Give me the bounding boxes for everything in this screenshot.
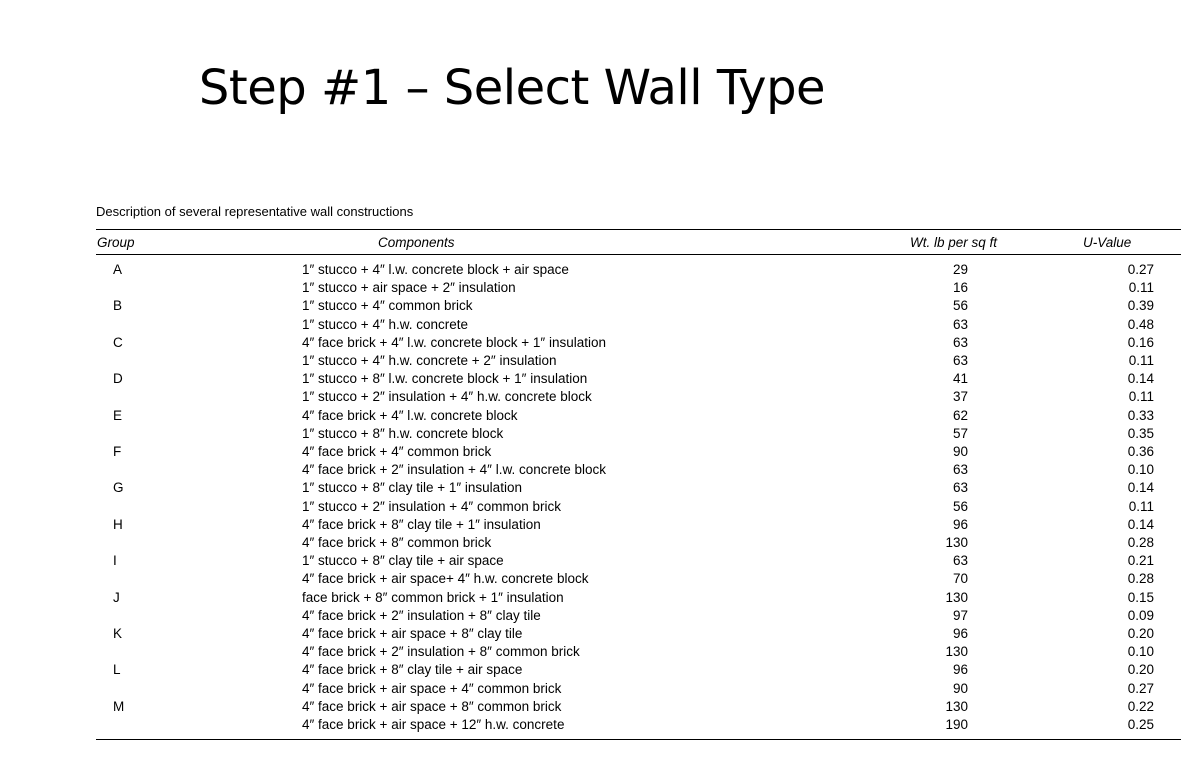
cell-group: D	[113, 371, 123, 387]
cell-weight: 56	[952, 498, 968, 514]
cell-components: face brick + 8″ common brick + 1″ insulation	[302, 589, 564, 605]
cell-components: 1″ stucco + air space + 2″ insulation	[302, 280, 516, 296]
header-weight: Wt. lb per sq ft	[910, 234, 998, 250]
table-row	[96, 479, 1181, 497]
wall-table-container	[96, 203, 1154, 740]
cell-group	[96, 388, 157, 406]
cell-components: 1″ stucco + 2″ insulation + 4″ common brick	[302, 498, 561, 514]
table-row	[96, 279, 1181, 297]
cell-u-value: 0.27	[1127, 262, 1154, 277]
cell-u-value: 0.33	[1127, 407, 1154, 423]
cell-components: 1″ stucco + 4″ h.w. concrete + 2″ insulation	[302, 353, 557, 369]
cell-u-value: 0.28	[1127, 571, 1154, 587]
table-row	[96, 680, 1181, 698]
cell-u-value: 0.39	[1127, 298, 1154, 314]
header-u-value: U-Value	[1083, 234, 1132, 250]
table-row	[96, 370, 1181, 388]
cell-components: 4″ face brick + 8″ common brick	[302, 535, 492, 551]
cell-group: H	[113, 516, 123, 532]
cell-u-value: 0.11	[1128, 280, 1154, 296]
cell-u-value: 0.10	[1127, 462, 1154, 478]
cell-u-value: 0.11	[1128, 353, 1154, 369]
cell-components: 1″ stucco + 4″ common brick	[302, 298, 473, 314]
cell-u-value: 0.27	[1127, 680, 1154, 696]
cell-group	[96, 352, 157, 370]
cell-u-value: 0.20	[1127, 626, 1154, 642]
table-row	[96, 625, 1181, 643]
cell-u-value: 0.48	[1127, 316, 1154, 332]
cell-u-value: 0.09	[1127, 607, 1154, 623]
cell-group: L	[113, 662, 121, 678]
cell-components: 4″ face brick + 8″ clay tile + 1″ insulation	[302, 516, 541, 532]
cell-group: B	[113, 298, 123, 314]
cell-u-value: 0.16	[1127, 334, 1154, 350]
cell-weight: 90	[952, 680, 968, 696]
cell-components: 4″ face brick + air space + 8″ clay tile	[302, 626, 523, 642]
table-row	[96, 461, 1181, 479]
cell-components: 1″ stucco + 8″ clay tile + 1″ insulation	[302, 480, 522, 496]
table-row	[96, 297, 1181, 315]
cell-components: 4″ face brick + 4″ l.w. concrete block	[302, 407, 518, 423]
table-row	[96, 607, 1181, 625]
cell-components: 1″ stucco + 4″ h.w. concrete	[302, 316, 469, 332]
cell-weight: 63	[952, 316, 968, 332]
cell-weight: 90	[952, 444, 968, 460]
table-body	[96, 255, 1181, 740]
cell-u-value: 0.22	[1127, 698, 1154, 714]
cell-group: G	[113, 480, 124, 496]
cell-group	[96, 607, 157, 625]
table-row	[96, 643, 1181, 661]
cell-u-value: 0.10	[1127, 644, 1154, 660]
cell-u-value: 0.14	[1127, 480, 1154, 496]
cell-components: 1″ stucco + 2″ insulation + 4″ h.w. concrete block	[302, 389, 592, 405]
cell-group	[96, 279, 157, 297]
header-group: Group	[97, 234, 135, 250]
cell-group	[96, 534, 157, 552]
cell-group	[96, 643, 157, 661]
cell-u-value: 0.11	[1128, 389, 1154, 405]
cell-group: A	[113, 262, 123, 277]
cell-weight: 96	[952, 662, 968, 678]
cell-group	[96, 680, 157, 698]
cell-u-value: 0.15	[1127, 589, 1154, 605]
cell-weight: 56	[952, 298, 968, 314]
cell-components: 4″ face brick + 4″ l.w. concrete block + 1″ insulation	[302, 334, 606, 350]
table-row	[96, 352, 1181, 370]
slide-title: Step #1 – Select Wall Type	[198, 60, 826, 116]
cell-weight: 130	[945, 535, 968, 551]
cell-u-value: 0.36	[1127, 444, 1154, 460]
table-row	[96, 425, 1181, 443]
cell-group	[96, 570, 157, 588]
header-components: Components	[378, 234, 455, 250]
cell-weight: 63	[952, 553, 968, 569]
cell-group: J	[113, 589, 120, 605]
cell-weight: 29	[952, 262, 968, 277]
cell-weight: 130	[945, 644, 968, 660]
cell-components: 4″ face brick + air space + 8″ common brick	[302, 698, 562, 714]
cell-weight: 70	[952, 571, 968, 587]
cell-weight: 62	[952, 407, 968, 423]
cell-components: 1″ stucco + 8″ l.w. concrete block + 1″ insulation	[302, 371, 588, 387]
header-row	[96, 230, 1181, 255]
cell-weight: 130	[945, 589, 968, 605]
cell-weight: 63	[952, 353, 968, 369]
cell-components: 4″ face brick + 2″ insulation + 8″ clay tile	[302, 607, 541, 623]
cell-weight: 16	[952, 280, 968, 296]
cell-weight: 190	[945, 717, 968, 733]
cell-u-value: 0.14	[1127, 516, 1154, 532]
cell-weight: 96	[952, 516, 968, 532]
cell-u-value: 0.14	[1127, 371, 1154, 387]
cell-weight: 57	[952, 425, 968, 441]
cell-group: F	[113, 444, 122, 460]
cell-u-value: 0.35	[1127, 425, 1154, 441]
cell-components: 4″ face brick + 2″ insulation + 4″ l.w. concrete block	[302, 462, 606, 478]
cell-group: M	[113, 698, 125, 714]
cell-weight: 63	[952, 480, 968, 496]
table-header	[96, 230, 1181, 255]
cell-group: E	[113, 407, 123, 423]
table-row	[96, 570, 1181, 588]
table-row	[96, 316, 1181, 334]
cell-group	[96, 316, 157, 334]
table-caption: Description of several representative wall constructions	[96, 204, 414, 219]
cell-weight: 96	[952, 626, 968, 642]
cell-weight: 97	[952, 607, 968, 623]
table-row	[96, 716, 1181, 740]
cell-weight: 130	[945, 698, 968, 714]
cell-group	[96, 716, 157, 740]
cell-group	[96, 498, 157, 516]
cell-weight: 37	[952, 389, 968, 405]
table-row	[96, 516, 1181, 534]
table-row	[96, 407, 1181, 425]
table-row	[96, 661, 1181, 679]
table-row	[96, 334, 1181, 352]
cell-group: I	[113, 553, 117, 569]
cell-weight: 41	[952, 371, 968, 387]
cell-weight: 63	[952, 334, 968, 350]
table-row	[96, 698, 1181, 716]
cell-components: 4″ face brick + 2″ insulation + 8″ common brick	[302, 644, 580, 660]
cell-components: 4″ face brick + air space + 4″ common brick	[302, 680, 562, 696]
cell-group	[96, 425, 157, 443]
table-row	[96, 255, 1181, 280]
table-row	[96, 443, 1181, 461]
cell-u-value: 0.11	[1128, 498, 1154, 514]
cell-components: 4″ face brick + 4″ common brick	[302, 444, 492, 460]
cell-components: 1″ stucco + 4″ l.w. concrete block + air space	[302, 262, 569, 277]
cell-components: 4″ face brick + air space+ 4″ h.w. concrete block	[302, 571, 589, 587]
table-row	[96, 552, 1181, 570]
cell-components: 1″ stucco + 8″ clay tile + air space	[302, 553, 504, 569]
table-row	[96, 589, 1181, 607]
cell-group: K	[113, 626, 123, 642]
cell-components: 4″ face brick + 8″ clay tile + air space	[302, 662, 523, 678]
cell-u-value: 0.25	[1127, 717, 1154, 733]
table-row	[96, 534, 1181, 552]
cell-group	[96, 461, 157, 479]
cell-u-value: 0.20	[1127, 662, 1154, 678]
table-row	[96, 498, 1181, 516]
table-row	[96, 388, 1181, 406]
cell-u-value: 0.28	[1127, 535, 1154, 551]
cell-weight: 63	[952, 462, 968, 478]
cell-components: 1″ stucco + 8″ h.w. concrete block	[302, 425, 504, 441]
wall-construction-table	[96, 229, 1181, 740]
cell-components: 4″ face brick + air space + 12″ h.w. concrete	[302, 717, 565, 733]
cell-group: C	[113, 334, 123, 350]
cell-u-value: 0.21	[1127, 553, 1154, 569]
